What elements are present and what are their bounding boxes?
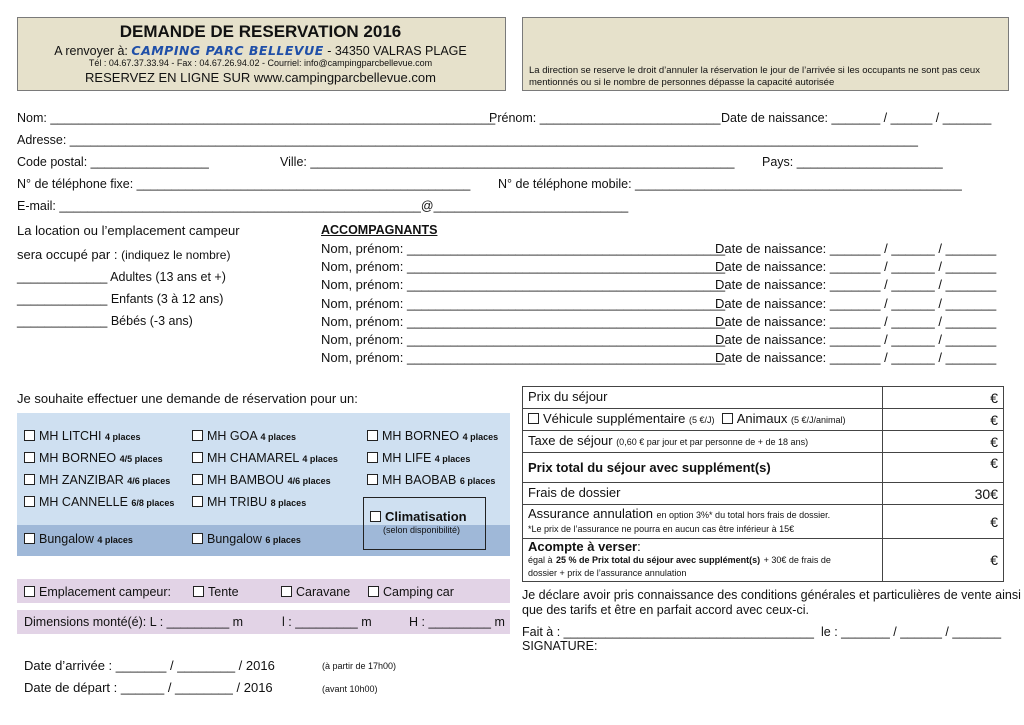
mh-option[interactable]: [192, 429, 296, 443]
online-booking: RESERVEZ EN LIGNE SUR www.campingparcbellevue.com: [85, 70, 436, 85]
mh-name: MH CANNELLE: [39, 495, 128, 509]
mh-option[interactable]: [192, 473, 331, 487]
field-email[interactable]: [17, 199, 628, 213]
field-babies[interactable]: _____________ Bébés (-3 ans): [17, 314, 193, 328]
animaux-label: Animaux: [736, 411, 788, 426]
field-dim-l[interactable]: Dimensions monté(é): L : _________ m: [24, 615, 244, 629]
emplacement-checkbox[interactable]: [24, 586, 35, 597]
camping-car-option[interactable]: [368, 585, 454, 599]
clim-note: (selon disponibilité): [383, 525, 461, 535]
accompagnant-name-field[interactable]: Nom, prénom: ____________________________________________: [321, 241, 726, 256]
field-fait-a[interactable]: Fait à : ____________________________________: [522, 625, 814, 639]
camping-car-checkbox[interactable]: [368, 586, 379, 597]
clim-checkbox[interactable]: [370, 511, 381, 522]
vehicule-label: Véhicule supplémentaire: [543, 411, 686, 426]
mh-name: MH TRIBU: [207, 495, 268, 509]
declaration-line1: Je déclare avoir pris connaissance des conditions générales et particulières de vente ainsi: [522, 588, 1021, 602]
mh-option[interactable]: [24, 495, 174, 509]
mh-name: MH BAMBOU: [207, 473, 285, 487]
sejour-label: Prix du séjour: [523, 387, 883, 409]
mh-name: MH BORNEO: [382, 429, 460, 443]
mh-name: MH BORNEO: [39, 451, 117, 465]
price-row-taxe: [523, 431, 1004, 453]
caravane-option[interactable]: [281, 585, 350, 599]
mh-option[interactable]: [367, 473, 495, 487]
acompte-note-b: 25 % de Prix total du séjour avec supplément(s): [556, 555, 761, 565]
mh-places: 4 places: [302, 454, 338, 464]
clim-label: Climatisation: [385, 509, 467, 524]
price-table: [522, 386, 1004, 582]
price-row-total: [523, 453, 1004, 483]
field-children[interactable]: _____________ Enfants (3 à 12 ans): [17, 292, 224, 306]
taxe-note: (0,60 € par jour et par personne de + de 18 ans): [616, 437, 809, 447]
supplements-amount[interactable]: €: [883, 409, 1004, 431]
accompagnant-date-field[interactable]: Date de naissance: _______ / ______ / _______: [715, 259, 997, 275]
accompagnant-date-field[interactable]: Date de naissance: _______ / ______ / _______: [715, 313, 997, 329]
price-row-acompte: [523, 539, 1004, 582]
vehicule-note: (5 €/J): [689, 415, 715, 425]
field-date-arrivee[interactable]: Date d’arrivée : _______ / ________ / 2016: [24, 658, 275, 673]
mh-option[interactable]: [24, 429, 141, 443]
return-prefix: A renvoyer à:: [54, 44, 128, 58]
mh-name: MH LIFE: [382, 451, 432, 465]
sejour-amount[interactable]: €: [883, 387, 1004, 409]
bungalow-option[interactable]: [24, 532, 133, 546]
total-label: Prix total du séjour avec supplément(s): [523, 453, 883, 483]
mh-checkbox[interactable]: [192, 430, 203, 441]
mh-checkbox[interactable]: [192, 496, 203, 507]
field-tel-fixe[interactable]: N° de téléphone fixe: ________________________________________________: [17, 177, 471, 191]
accompagnant-date-field[interactable]: Date de naissance: _______ / ______ / _______: [715, 332, 997, 347]
signature-label: SIGNATURE:: [522, 639, 598, 653]
acompte-note-c: + 30€ de frais de: [763, 555, 831, 565]
mh-name: MH GOA: [207, 429, 258, 443]
mh-checkbox[interactable]: [192, 474, 203, 485]
field-tel-mobile[interactable]: N° de téléphone mobile: _______________________________________________: [498, 177, 962, 191]
accompagnant-date-field[interactable]: Date de naissance: _______ / ______ / _______: [715, 241, 997, 256]
vehicule-checkbox[interactable]: [528, 413, 539, 424]
mh-option[interactable]: [192, 495, 306, 509]
assurance-cell: [523, 505, 883, 539]
mh-places: 4 places: [104, 432, 141, 442]
mh-places: 6/8 places: [131, 498, 175, 508]
frais-amount: 30€: [883, 483, 1004, 505]
frais-label: Frais de dossier: [523, 483, 883, 505]
reservation-intro: Je souhaite effectuer une demande de réservation pour un:: [17, 391, 358, 406]
mh-option[interactable]: [192, 451, 338, 465]
mh-places: 4/5 places: [119, 454, 163, 464]
taxe-label: Taxe de séjour: [528, 433, 613, 448]
mh-checkbox[interactable]: [367, 430, 378, 441]
accompagnant-date-field[interactable]: Date de naissance: _______ / ______ / _______: [715, 277, 997, 293]
tente-option[interactable]: [193, 585, 239, 599]
mh-places: 6 places: [459, 476, 496, 486]
bungalow-places: 6 places: [265, 535, 301, 545]
caravane-label: Caravane: [296, 585, 351, 599]
accompagnant-name-field[interactable]: Nom, prénom: ____________________________________________: [321, 313, 726, 329]
mh-checkbox[interactable]: [24, 430, 35, 441]
animaux-checkbox[interactable]: [722, 413, 733, 424]
accompagnant-name-field[interactable]: Nom, prénom: ____________________________________________: [321, 295, 726, 311]
camping-logo-text: CAMPING PARC BELLEVUE: [131, 43, 324, 58]
emplacement-label: Emplacement campeur:: [39, 585, 172, 599]
mh-name: MH ZANZIBAR: [39, 473, 124, 487]
notice-text: La direction se reserve le droit d’annuler la réservation le jour de l’arrivée si les occupants ne sont pas ceux mentionnés ou si le nombre de personnes dépasse la capacité autorisée: [529, 65, 980, 88]
clim-option[interactable]: [370, 509, 467, 524]
accompagnant-name-field[interactable]: Nom, prénom: ____________________________________________: [321, 332, 726, 347]
accompagnant-name-field[interactable]: Nom, prénom: ____________________________________________: [321, 350, 726, 366]
mh-checkbox[interactable]: [367, 474, 378, 485]
mh-name: MH BAOBAB: [382, 473, 457, 487]
bungalow-checkbox[interactable]: [24, 533, 35, 544]
bungalow-option[interactable]: [192, 532, 301, 546]
taxe-cell: [523, 431, 883, 453]
mh-checkbox[interactable]: [24, 474, 35, 485]
caravane-checkbox[interactable]: [281, 586, 292, 597]
accompagnant-date-field[interactable]: Date de naissance: _______ / ______ / _______: [715, 350, 997, 366]
mh-places: 4/6 places: [127, 476, 171, 486]
bungalow-checkbox[interactable]: [192, 533, 203, 544]
supplements-cell: [523, 409, 883, 431]
mh-option[interactable]: [24, 451, 163, 465]
occupants-label: sera occupé par :: [17, 247, 118, 262]
acompte-note-a: égal à: [528, 555, 553, 565]
tente-label: Tente: [208, 585, 239, 599]
field-ville[interactable]: Ville: _____________________________________________________________: [280, 155, 735, 169]
declaration-line2: que des tarifs et être en parfait accord avec ceux-ci.: [522, 603, 809, 617]
mh-places: 8 places: [270, 498, 307, 508]
price-row-supplements: [523, 409, 1004, 431]
accompagnant-date-field[interactable]: Date de naissance: _______ / ______ / _______: [715, 295, 997, 311]
mh-checkbox[interactable]: [192, 452, 203, 463]
occupants-line1: La location ou l’emplacement campeur: [17, 223, 240, 238]
field-pays[interactable]: Pays: _____________________: [762, 155, 943, 169]
field-dim-h[interactable]: H : _________ m: [409, 615, 505, 629]
contact-info: Tél : 04.67.37.33.94 - Fax : 04.67.26.94.02 - Courriel: info@campingparcbellevue.com: [88, 58, 433, 68]
arrivee-note: (à partir de 17h00): [322, 661, 397, 671]
bungalow-name: Bungalow: [39, 532, 94, 546]
emplacement-option[interactable]: [24, 585, 171, 599]
form-title: DEMANDE DE RESERVATION 2016: [119, 22, 402, 41]
accompagnants-title: ACCOMPAGNANTS: [321, 223, 438, 237]
occupants-note: (indiquez le nombre): [121, 248, 231, 262]
mh-name: MH CHAMAREL: [207, 451, 299, 465]
bungalow-places: 4 places: [97, 535, 133, 545]
accompagnant-name-field[interactable]: Nom, prénom: ____________________________________________: [321, 277, 726, 293]
price-row-assurance: [523, 505, 1004, 539]
mh-option[interactable]: [367, 429, 498, 443]
taxe-amount[interactable]: €: [883, 431, 1004, 453]
mh-option[interactable]: [367, 451, 470, 465]
assurance-note-2: *Le prix de l’assurance ne pourra en aucun cas être inférieur à 15€: [528, 524, 795, 534]
mh-option[interactable]: [24, 473, 170, 487]
mh-checkbox[interactable]: [24, 452, 35, 463]
tente-checkbox[interactable]: [193, 586, 204, 597]
mh-checkbox[interactable]: [24, 496, 35, 507]
mh-checkbox[interactable]: [367, 452, 378, 463]
acompte-colon: :: [637, 539, 641, 554]
acompte-label: Acompte à verser: [528, 539, 638, 554]
assurance-note: en option 3%* du total hors frais de dossier.: [656, 510, 831, 520]
assurance-amount[interactable]: €: [883, 505, 1004, 539]
return-address: [17, 43, 504, 58]
email-at: @: [420, 199, 434, 213]
field-prenom[interactable]: Prénom: __________________________: [489, 111, 721, 125]
field-date-depart[interactable]: Date de départ : ______ / ________ / 2016: [24, 680, 273, 695]
acompte-cell: [523, 539, 883, 582]
acompte-amount[interactable]: €: [883, 539, 1004, 582]
camping-car-label: Camping car: [383, 585, 454, 599]
price-row-frais: [523, 483, 1004, 505]
accompagnant-name-field[interactable]: Nom, prénom: ____________________________________________: [321, 259, 726, 275]
field-le-date[interactable]: le : _______ / ______ / _______: [821, 625, 1002, 639]
mh-places: 4 places: [462, 432, 499, 442]
return-suffix: - 34350 VALRAS PLAGE: [327, 44, 467, 58]
field-date-naissance[interactable]: Date de naissance: _______ / ______ / _______: [721, 111, 992, 125]
field-dim-w[interactable]: l : _________ m: [282, 615, 372, 629]
bungalow-name: Bungalow: [207, 532, 262, 546]
total-amount[interactable]: €: [883, 453, 1004, 483]
mh-name: MH LITCHI: [39, 429, 102, 443]
mh-places: 4/6 places: [287, 476, 331, 486]
price-row-sejour: [523, 387, 1004, 409]
depart-note: (avant 10h00): [322, 684, 378, 694]
email-local: E-mail: ____________________________________________________: [17, 199, 421, 213]
acompte-note-2: dossier + prix de l’assurance annulation: [528, 568, 687, 578]
field-nom[interactable]: Nom: ________________________________________________________________: [17, 111, 496, 125]
occupants-line2: [17, 247, 230, 262]
email-domain: ____________________________: [433, 199, 629, 213]
field-adresse[interactable]: Adresse: __________________________________________________________________________________________________________________________: [17, 133, 918, 147]
field-code-postal[interactable]: Code postal: _________________: [17, 155, 209, 169]
assurance-label: Assurance annulation: [528, 506, 654, 521]
mh-places: 4 places: [434, 454, 471, 464]
field-adults[interactable]: _____________ Adultes (13 ans et +): [17, 270, 226, 284]
mh-places: 4 places: [260, 432, 297, 442]
animaux-note: (5 €/J/animal): [790, 415, 846, 425]
